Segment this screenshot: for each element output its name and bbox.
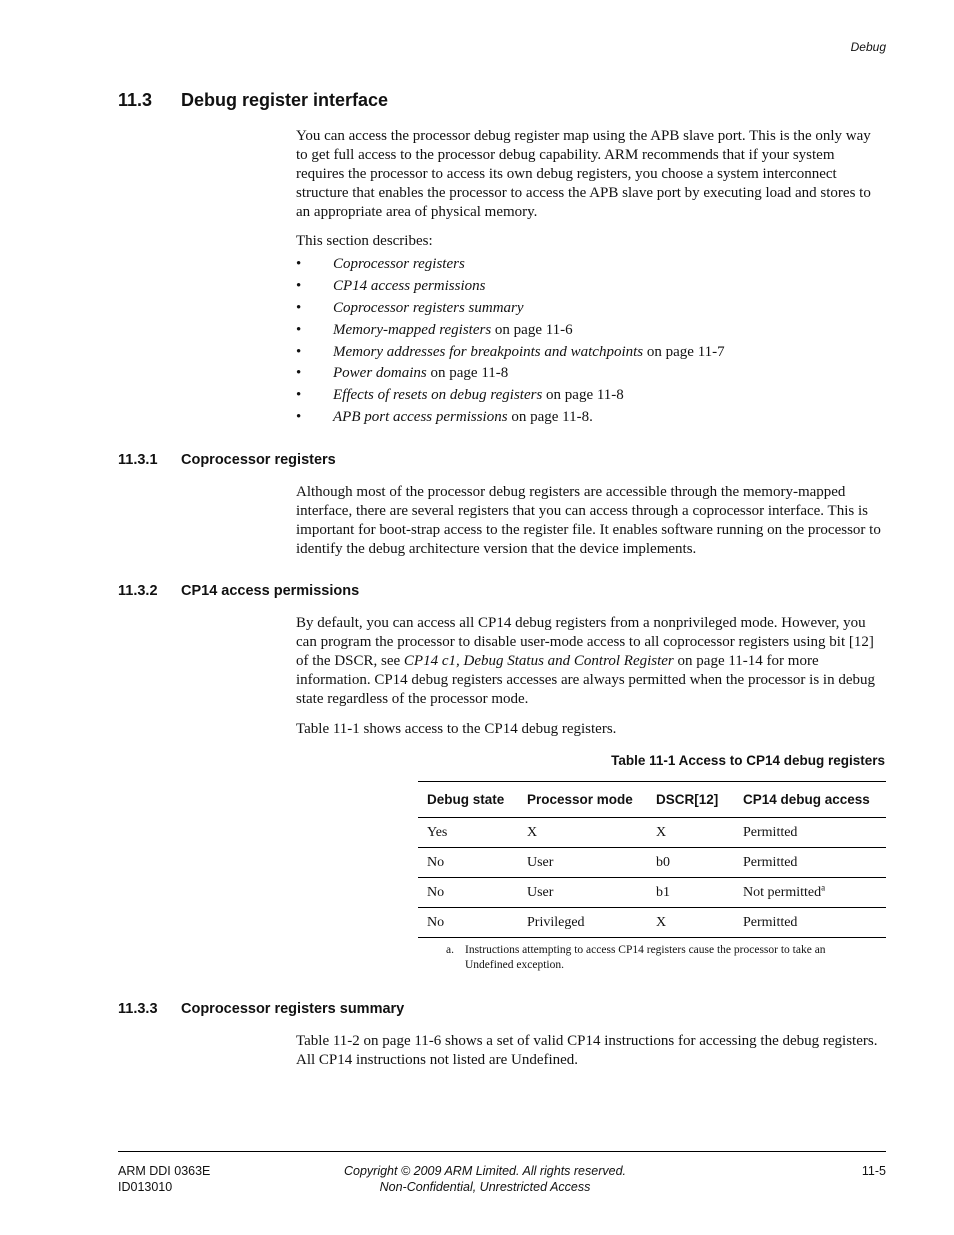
table-cell: Permitted <box>734 908 886 938</box>
registers-summary-paragraph: Table 11-2 on page 11-6 shows a set of valid CP14 instructions for accessing the debug registers. All CP14 instructions not listed are Undefined. <box>296 1033 878 1068</box>
table-cell: User <box>518 878 647 908</box>
column-header: Processor mode <box>518 782 647 818</box>
intro-paragraph: You can access the processor debug register map using the APB slave port. This is the only way to get full access to the processor debug capability. ARM recommends that if your system requires the processor to access its own debug registers, you choose a system interconnect structure that enables the processor to access the APB slave port by executing load and stores to an appropriate area of physical memory. <box>296 128 871 220</box>
running-head: Debug <box>850 40 886 54</box>
table-cell: Not permitted$^a$ <box>734 878 886 908</box>
list-item: • Effects of resets on debug registers on page 11-8 <box>296 387 624 404</box>
dscr-reference-link[interactable]: CP14 c1, Debug Status and Control Register <box>403 653 674 669</box>
table-cell: Permitted <box>734 818 886 848</box>
list-item: • CP14 access permissions <box>296 277 486 294</box>
table-cell: X <box>647 908 734 938</box>
subsection-heading-coprocessor-registers: 11.3.1 Coprocessor registers <box>118 452 336 468</box>
table-header-row <box>418 782 886 818</box>
table-cell: b1 <box>647 878 734 908</box>
table-title: Table 11-1 Access to CP14 debug registers <box>611 753 885 768</box>
list-item: • Coprocessor registers summary <box>296 299 524 316</box>
page-number: 11-5 <box>861 1164 886 1178</box>
footnote-marker[interactable]: a <box>821 881 826 892</box>
copyright-line: Copyright © 2009 ARM Limited. All rights reserved. <box>343 1164 626 1178</box>
table-row <box>418 848 886 878</box>
describes-line: This section describes: <box>296 233 433 249</box>
footnote-text: Instructions attempting to access CP14 registers cause the processor to take an Undefined exception. <box>465 944 826 971</box>
column-header: DSCR[12] <box>647 782 734 818</box>
table-cell: Permitted <box>734 848 886 878</box>
cross-reference-link[interactable]: Coprocessor registers summary <box>333 299 524 316</box>
table-cell: Privileged <box>518 908 647 938</box>
table-cell: No <box>418 878 518 908</box>
list-item: • Memory-mapped registers on page 11-6 <box>296 321 573 338</box>
table-row <box>418 818 886 848</box>
footnote-label: a. <box>446 944 454 956</box>
cross-reference-link[interactable]: APB port access permissions <box>333 409 508 426</box>
cross-reference-link[interactable]: CP14 access permissions <box>333 277 486 294</box>
section-heading <box>118 90 388 111</box>
cp14-access-table <box>418 781 886 938</box>
footer-doc-info <box>118 1163 210 1195</box>
section-number: 11.3 <box>118 90 153 110</box>
confidentiality-line: Non-Confidential, Unrestricted Access <box>379 1180 591 1194</box>
table-cell: User <box>518 848 647 878</box>
column-header: CP14 debug access <box>734 782 886 818</box>
footer-divider <box>118 1151 886 1152</box>
column-header: Debug state <box>418 782 518 818</box>
cp14-access-paragraph: By default, you can access all CP14 debug registers from a nonprivileged mode. However, you can program the processor to disable user-mode access to all coprocessor registers using bit [12] of the DSCR, see CP14 c1, Debug Status and Control Register on page 11-14 for more information. CP14 debug registers accesses are always permitted when the processor is in debug state regardless of the processor mode. <box>296 615 876 707</box>
coprocessor-registers-paragraph: Although most of the processor debug registers are accessible through the memory-mapped interface, there are several registers that you can access through a coprocessor interface. This is important for boot-strap access to the register file. It enables software running on the processor to identify the debug architecture version that the device implements. <box>296 484 881 557</box>
section-contents-list <box>296 254 725 429</box>
list-item: • Memory addresses for breakpoints and watchpoints on page 11-7 <box>296 343 725 360</box>
list-item: • Coprocessor registers <box>296 256 465 272</box>
list-item: • Power domains on page 11-8 <box>296 365 509 382</box>
list-item: • APB port access permissions on page 11-8. <box>296 409 593 426</box>
table-cell: X <box>647 818 734 848</box>
table-row <box>418 908 886 938</box>
document-id: ARM DDI 0363E <box>118 1164 211 1178</box>
cross-reference-link[interactable]: Power domains <box>333 365 427 382</box>
table-reference-paragraph: Table 11-1 shows access to the CP14 debug registers. <box>296 721 617 737</box>
table-cell: No <box>418 908 518 938</box>
subsection-heading-cp14-access: 11.3.2 CP14 access permissions <box>118 583 360 599</box>
section-title: Debug register interface <box>181 90 389 110</box>
table-row <box>418 878 886 908</box>
cross-reference-link[interactable]: Memory addresses for breakpoints and watchpoints <box>333 343 644 360</box>
cross-reference-link[interactable]: Coprocessor registers <box>333 256 465 272</box>
issue-id: ID013010 <box>118 1180 173 1194</box>
table-footnote <box>446 943 866 973</box>
footer-copyright <box>300 1163 670 1195</box>
table-cell: No <box>418 848 518 878</box>
table-cell: X <box>518 818 647 848</box>
table-cell: Yes <box>418 818 518 848</box>
cross-reference-link[interactable]: Memory-mapped registers <box>333 321 492 338</box>
table-cell: b0 <box>647 848 734 878</box>
subsection-heading-registers-summary: 11.3.3 Coprocessor registers summary <box>118 1001 405 1017</box>
cross-reference-link[interactable]: Effects of resets on debug registers <box>333 387 543 404</box>
